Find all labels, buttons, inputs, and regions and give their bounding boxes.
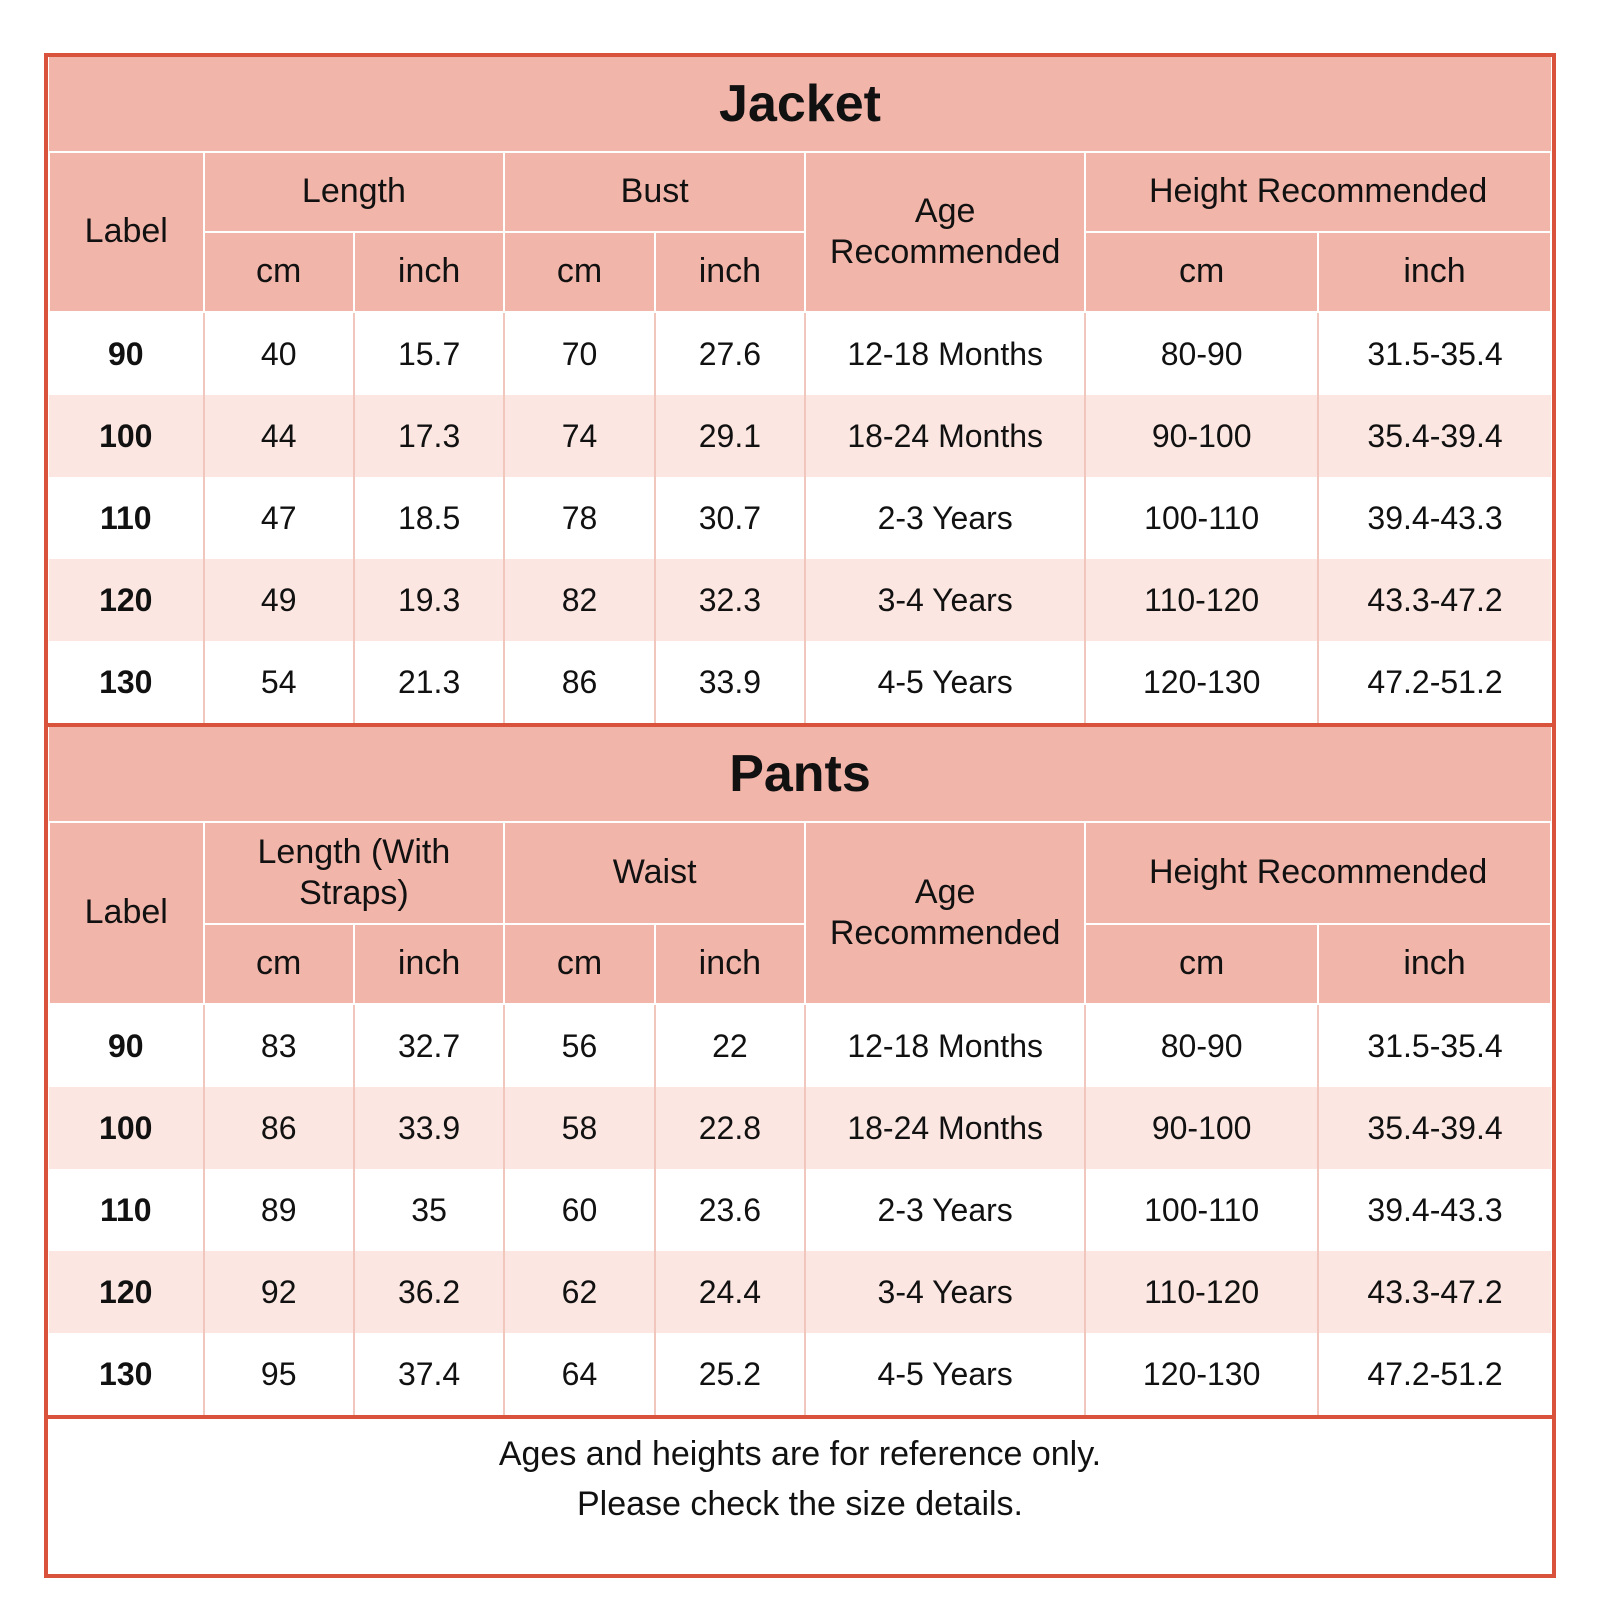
unit-cm-header: cm (204, 924, 354, 1004)
reference-note (48, 1415, 1552, 1529)
table-row (49, 1087, 1551, 1169)
table-cell: 56 (504, 1004, 654, 1087)
table-cell: 31.5-35.4 (1318, 1004, 1551, 1087)
table-cell: 21.3 (354, 641, 504, 723)
table-cell: 90-100 (1085, 395, 1318, 477)
table-cell: 110-120 (1085, 1251, 1318, 1333)
table-cell: 37.4 (354, 1333, 504, 1415)
table-cell: 22.8 (655, 1087, 805, 1169)
table-cell: 89 (204, 1169, 354, 1251)
unit-inch-header: inch (354, 924, 504, 1004)
pants-rows (49, 1004, 1551, 1415)
table-row (49, 1251, 1551, 1333)
size-label-cell: 100 (49, 1087, 204, 1169)
table-cell: 35 (354, 1169, 504, 1251)
table-cell: 47.2-51.2 (1318, 1333, 1551, 1415)
table-cell: 32.3 (655, 559, 805, 641)
height-header: Height Recommended (1085, 152, 1551, 232)
unit-cm-header: cm (504, 232, 654, 312)
unit-cm-header: cm (504, 924, 654, 1004)
table-cell: 90-100 (1085, 1087, 1318, 1169)
size-label-cell: 110 (49, 477, 204, 559)
table-cell: 54 (204, 641, 354, 723)
table-cell: 39.4-43.3 (1318, 477, 1551, 559)
length-with-straps-header: Length (With Straps) (204, 822, 505, 924)
pants-title: Pants (49, 727, 1551, 822)
unit-inch-header: inch (1318, 232, 1551, 312)
table-cell: 74 (504, 395, 654, 477)
size-label-cell: 100 (49, 395, 204, 477)
table-cell: 3-4 Years (805, 1251, 1085, 1333)
table-cell: 15.7 (354, 312, 504, 395)
size-chart (44, 53, 1556, 1578)
table-cell: 19.3 (354, 559, 504, 641)
table-cell: 95 (204, 1333, 354, 1415)
table-cell: 120-130 (1085, 641, 1318, 723)
table-cell: 23.6 (655, 1169, 805, 1251)
table-cell: 33.9 (354, 1087, 504, 1169)
size-label-cell: 130 (49, 641, 204, 723)
table-cell: 64 (504, 1333, 654, 1415)
unit-cm-header: cm (1085, 924, 1318, 1004)
table-cell: 27.6 (655, 312, 805, 395)
table-cell: 36.2 (354, 1251, 504, 1333)
unit-inch-header: inch (1318, 924, 1551, 1004)
table-row (49, 1333, 1551, 1415)
age-header: Age Recommended (805, 152, 1085, 312)
table-cell: 17.3 (354, 395, 504, 477)
table-cell: 18-24 Months (805, 1087, 1085, 1169)
table-cell: 43.3-47.2 (1318, 1251, 1551, 1333)
table-cell: 82 (504, 559, 654, 641)
jacket-rows (49, 312, 1551, 723)
table-cell: 2-3 Years (805, 1169, 1085, 1251)
table-cell: 80-90 (1085, 312, 1318, 395)
table-cell: 70 (504, 312, 654, 395)
table-cell: 47 (204, 477, 354, 559)
table-cell: 86 (204, 1087, 354, 1169)
table-cell: 83 (204, 1004, 354, 1087)
table-cell: 2-3 Years (805, 477, 1085, 559)
table-cell: 120-130 (1085, 1333, 1318, 1415)
unit-inch-header: inch (354, 232, 504, 312)
table-cell: 35.4-39.4 (1318, 395, 1551, 477)
size-label-cell: 110 (49, 1169, 204, 1251)
table-cell: 32.7 (354, 1004, 504, 1087)
unit-cm-header: cm (1085, 232, 1318, 312)
table-cell: 60 (504, 1169, 654, 1251)
table-row (49, 1004, 1551, 1087)
table-cell: 12-18 Months (805, 312, 1085, 395)
label-header: Label (49, 822, 204, 1004)
size-label-cell: 120 (49, 559, 204, 641)
table-row (49, 1169, 1551, 1251)
table-cell: 43.3-47.2 (1318, 559, 1551, 641)
pants-section (48, 723, 1552, 1415)
table-cell: 40 (204, 312, 354, 395)
table-cell: 24.4 (655, 1251, 805, 1333)
label-header: Label (49, 152, 204, 312)
table-cell: 44 (204, 395, 354, 477)
table-cell: 100-110 (1085, 1169, 1318, 1251)
table-cell: 31.5-35.4 (1318, 312, 1551, 395)
table-row (49, 559, 1551, 641)
table-cell: 86 (504, 641, 654, 723)
age-header: Age Recommended (805, 822, 1085, 1004)
table-cell: 58 (504, 1087, 654, 1169)
table-cell: 18-24 Months (805, 395, 1085, 477)
table-cell: 35.4-39.4 (1318, 1087, 1551, 1169)
table-cell: 110-120 (1085, 559, 1318, 641)
table-cell: 33.9 (655, 641, 805, 723)
unit-inch-header: inch (655, 924, 805, 1004)
table-cell: 47.2-51.2 (1318, 641, 1551, 723)
table-row (49, 395, 1551, 477)
jacket-table (48, 57, 1552, 723)
table-cell: 92 (204, 1251, 354, 1333)
size-label-cell: 90 (49, 1004, 204, 1087)
table-cell: 12-18 Months (805, 1004, 1085, 1087)
table-row (49, 312, 1551, 395)
table-cell: 4-5 Years (805, 641, 1085, 723)
jacket-title: Jacket (49, 57, 1551, 152)
table-cell: 78 (504, 477, 654, 559)
table-row (49, 477, 1551, 559)
table-cell: 49 (204, 559, 354, 641)
pants-table (48, 727, 1552, 1415)
size-label-cell: 130 (49, 1333, 204, 1415)
jacket-section (48, 57, 1552, 723)
table-cell: 39.4-43.3 (1318, 1169, 1551, 1251)
size-label-cell: 90 (49, 312, 204, 395)
waist-header: Waist (504, 822, 805, 924)
table-cell: 25.2 (655, 1333, 805, 1415)
table-cell: 80-90 (1085, 1004, 1318, 1087)
table-cell: 22 (655, 1004, 805, 1087)
length-header: Length (204, 152, 505, 232)
unit-inch-header: inch (655, 232, 805, 312)
table-cell: 100-110 (1085, 477, 1318, 559)
table-cell: 29.1 (655, 395, 805, 477)
size-label-cell: 120 (49, 1251, 204, 1333)
note-line-1: Ages and heights are for reference only. (498, 1435, 1102, 1473)
note-line-2: Please check the size details. (576, 1485, 1024, 1523)
table-cell: 3-4 Years (805, 559, 1085, 641)
table-cell: 18.5 (354, 477, 504, 559)
height-header: Height Recommended (1085, 822, 1551, 924)
table-cell: 62 (504, 1251, 654, 1333)
unit-cm-header: cm (204, 232, 354, 312)
bust-header: Bust (504, 152, 805, 232)
table-cell: 30.7 (655, 477, 805, 559)
table-cell: 4-5 Years (805, 1333, 1085, 1415)
table-row (49, 641, 1551, 723)
